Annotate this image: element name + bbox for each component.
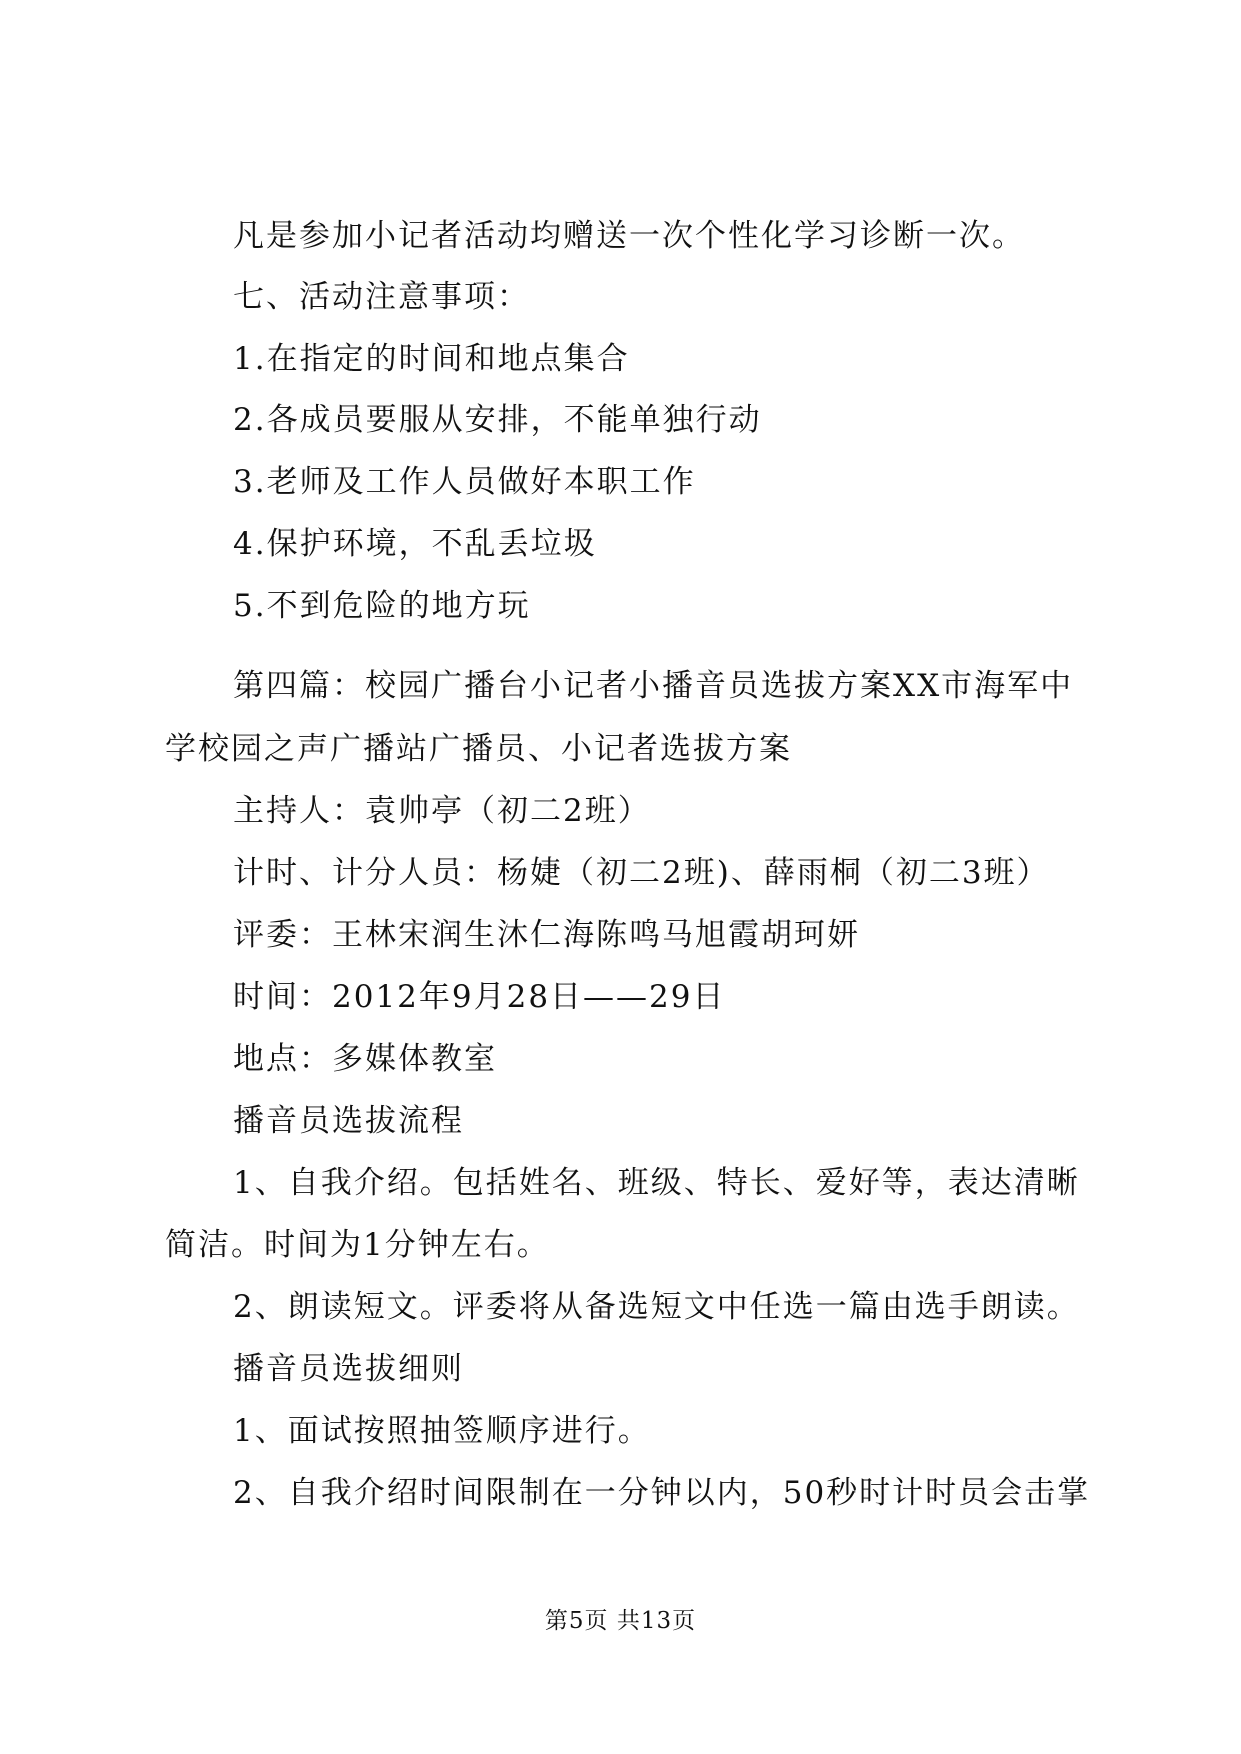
rule-item: 1、面试按照抽签顺序进行。 — [233, 1413, 651, 1449]
list-item: 2.各成员要服从安排，不能单独行动 — [233, 402, 762, 438]
page-footer: 第5页 共13页 — [544, 1608, 697, 1634]
procedure-item-continued: 简洁。时间为1分钟左右。 — [165, 1227, 550, 1263]
time-line: 时间：2012年9月28日——29日 — [233, 979, 726, 1015]
section-heading: 七、活动注意事项： — [233, 279, 530, 315]
text-line: 凡是参加小记者活动均赠送一次个性化学习诊断一次。 — [233, 218, 1025, 254]
list-item: 3.老师及工作人员做好本职工作 — [233, 464, 696, 500]
subheading: 播音员选拔流程 — [233, 1103, 464, 1139]
timekeeper-line: 计时、计分人员：杨婕（初二2班)、薛雨桐（初二3班） — [233, 855, 1050, 891]
subheading: 播音员选拔细则 — [233, 1351, 464, 1387]
judges-line: 评委：王林宋润生沐仁海陈鸣马旭霞胡珂妍 — [233, 917, 860, 953]
host-line: 主持人：袁帅亭（初二2班） — [233, 793, 651, 829]
list-item: 4.保护环境，不乱丢垃圾 — [233, 526, 597, 562]
rule-item: 2、自我介绍时间限制在一分钟以内，50秒时计时员会击掌 — [233, 1475, 1091, 1511]
procedure-item: 1、自我介绍。包括姓名、班级、特长、爱好等，表达清晰 — [233, 1165, 1080, 1201]
list-item: 1.在指定的时间和地点集合 — [233, 341, 630, 377]
procedure-item: 2、朗读短文。评委将从备选短文中任选一篇由选手朗读。 — [233, 1289, 1080, 1325]
chapter-title-continued: 学校园之声广播站广播员、小记者选拔方案 — [165, 731, 792, 767]
location-line: 地点：多媒体教室 — [233, 1041, 497, 1077]
chapter-title: 第四篇：校园广播台小记者小播音员选拔方案XX市海军中 — [233, 668, 1074, 704]
list-item: 5.不到危险的地方玩 — [233, 588, 531, 624]
